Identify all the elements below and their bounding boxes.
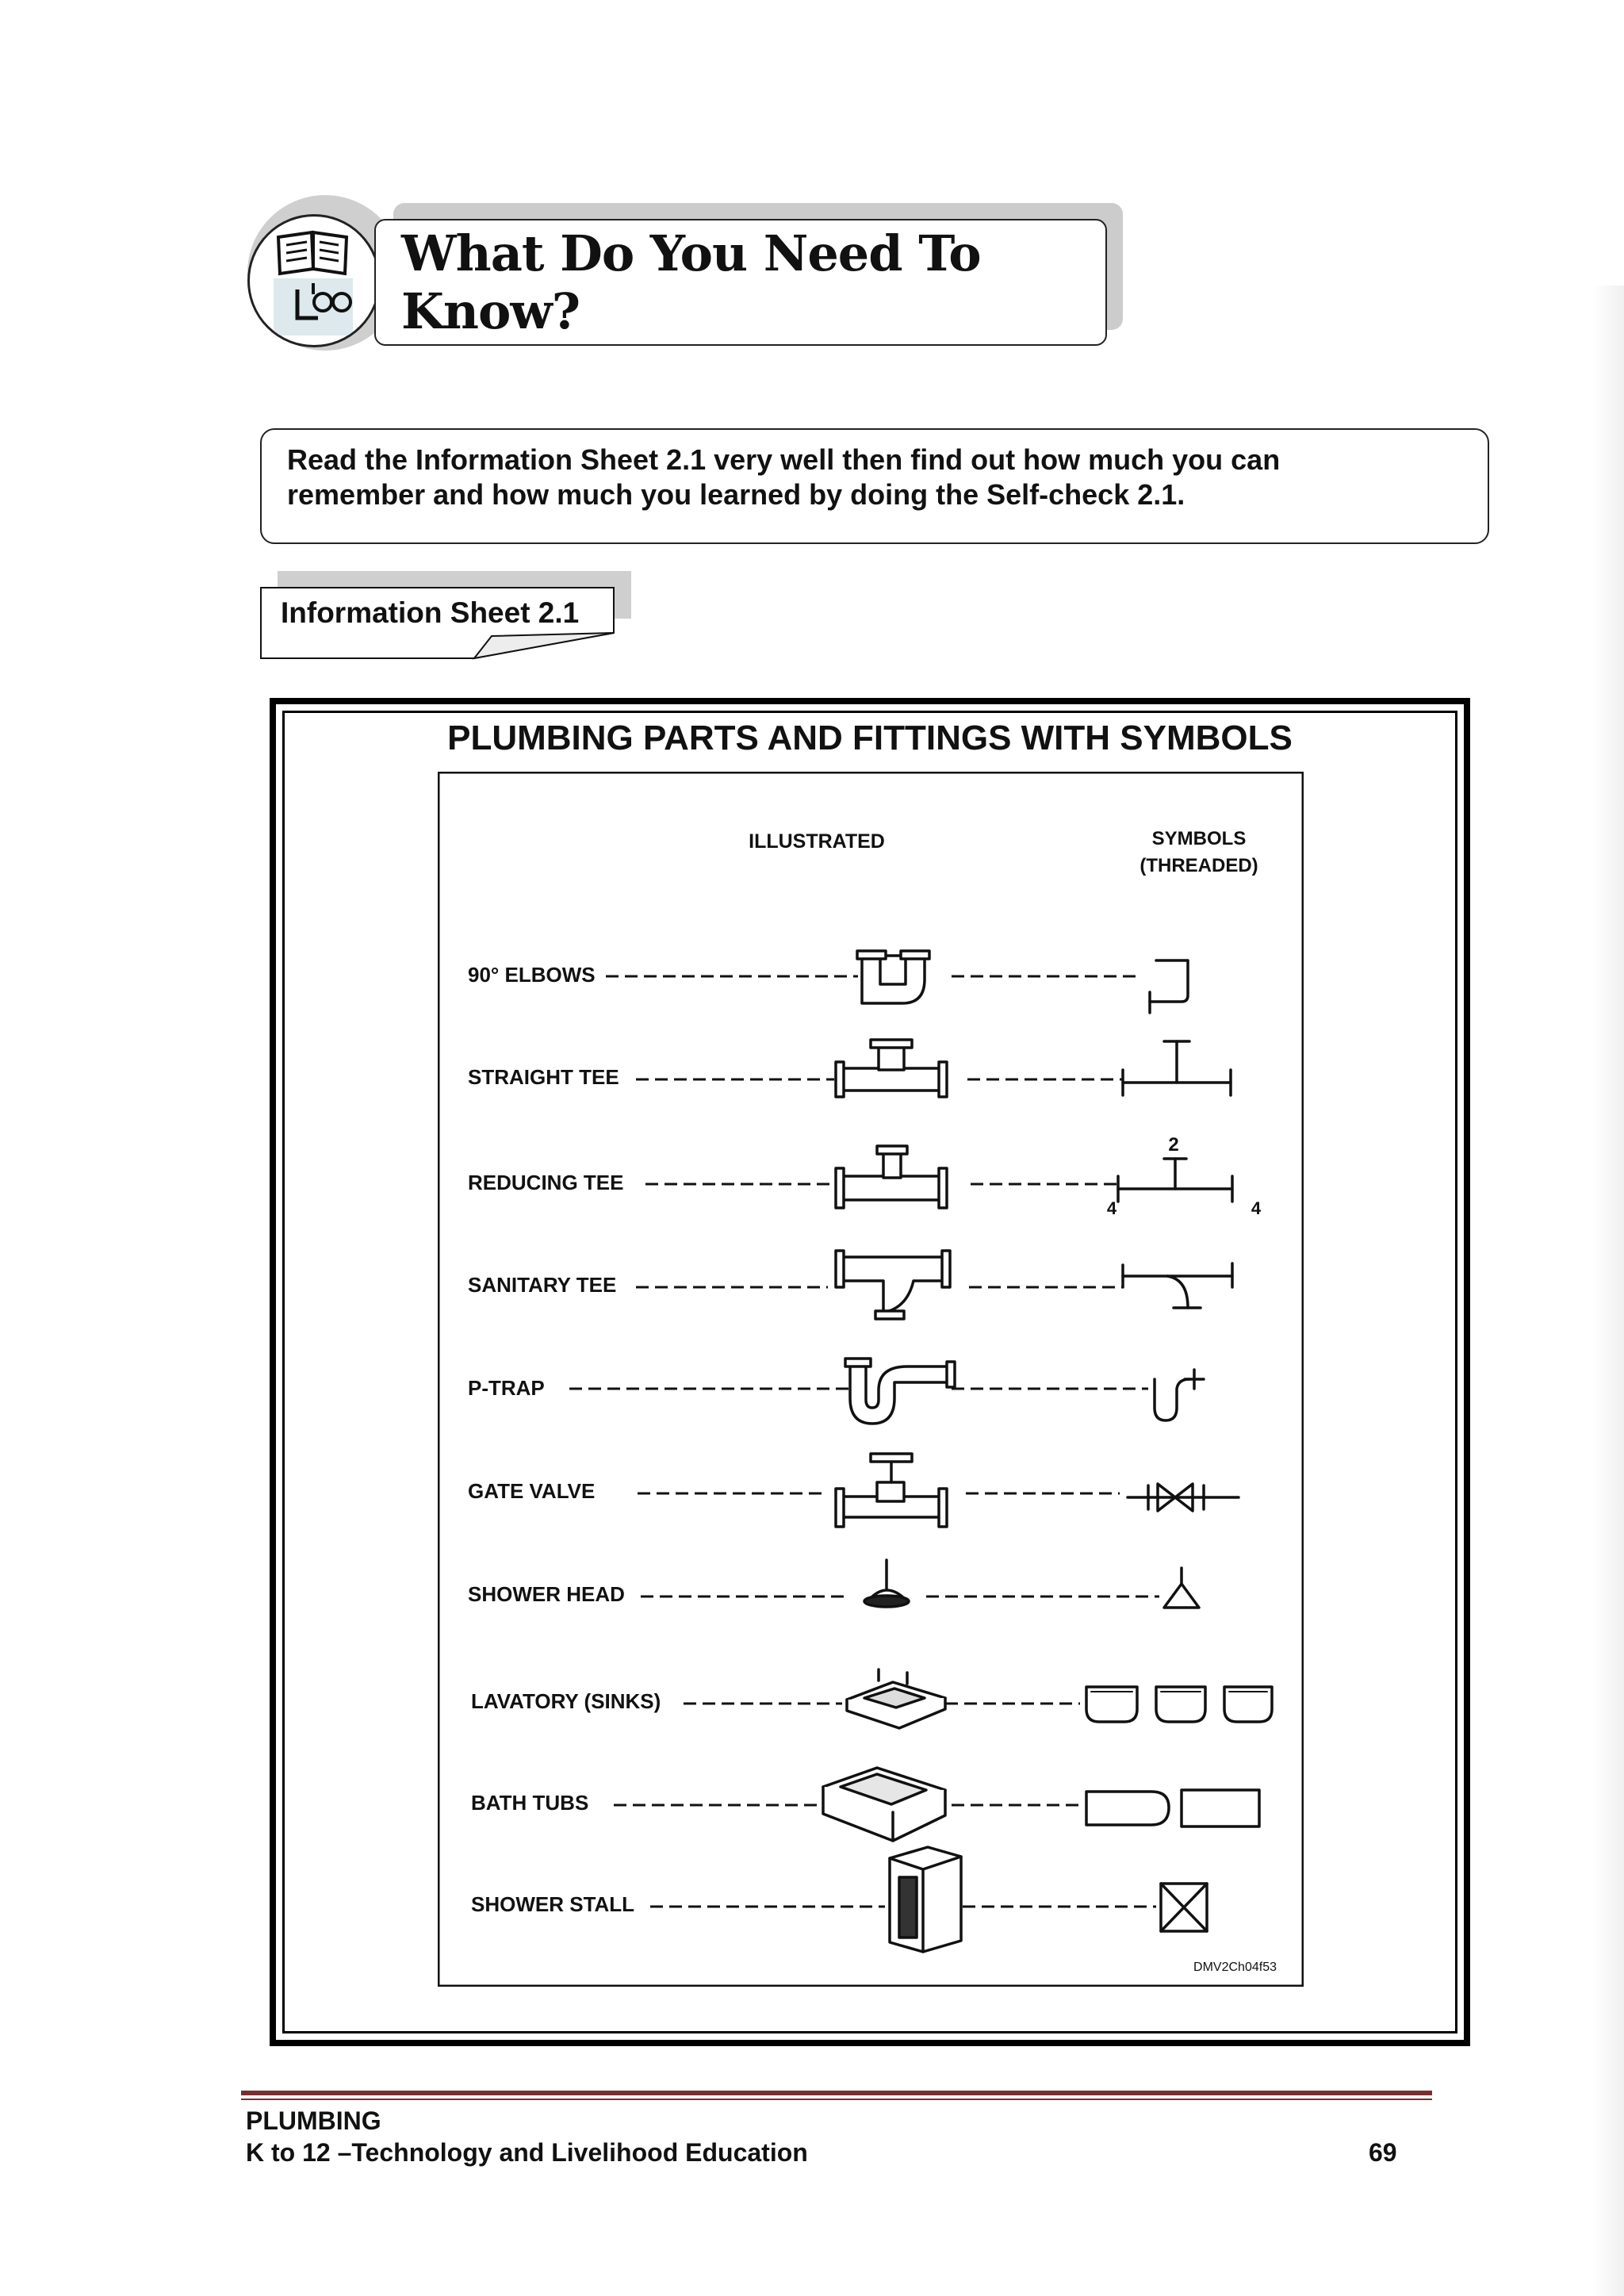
label-elbows: 90° ELBOWS: [468, 963, 596, 987]
reducing-tee-size-top: 2: [1168, 1134, 1179, 1156]
reducing-tee-size-left: 4: [1106, 1198, 1117, 1218]
label-straight-tee: STRAIGHT TEE: [468, 1065, 619, 1089]
label-gate-valve: GATE VALVE: [468, 1479, 596, 1503]
footer-rule-thin: [241, 2099, 1432, 2100]
info-sheet-label: Information Sheet 2.1: [281, 596, 580, 629]
label-p-trap: P-TRAP: [468, 1376, 545, 1400]
reading-icon: [247, 214, 381, 347]
figure-title: PLUMBING PARTS AND FITTINGS WITH SYMBOLS: [447, 719, 1293, 757]
label-sanitary-tee: SANITARY TEE: [468, 1273, 617, 1297]
col-illustrated: ILLUSTRATED: [749, 830, 885, 853]
page-number: 69: [1369, 2138, 1397, 2167]
section-title-box: [374, 219, 1107, 346]
instruction-box: [260, 428, 1489, 544]
label-shower-stall: SHOWER STALL: [471, 1892, 635, 1916]
elbow-illustration: [857, 951, 929, 1003]
label-shower-head: SHOWER HEAD: [468, 1582, 625, 1606]
figure-code: DMV2Ch04f53: [1193, 1961, 1277, 1974]
col-symbols-sub: (THREADED): [1139, 855, 1258, 876]
shower-stall-illustration: [890, 1847, 961, 1952]
footer-rule: [241, 2091, 1432, 2095]
page-edge-shade: [1592, 286, 1624, 2296]
page-title: What Do You Need To Know?: [401, 224, 981, 340]
footer-course: K to 12 –Technology and Livelihood Education: [246, 2138, 808, 2167]
reducing-tee-size-right: 4: [1251, 1198, 1262, 1218]
footer-subject: PLUMBING: [246, 2106, 381, 2135]
label-reducing-tee: REDUCING TEE: [468, 1171, 624, 1194]
instruction-text: Read the Information Sheet 2.1 very well then find out how much you can remember and how much you learned by doing the Self-check 2.1.: [287, 443, 1281, 511]
fittings-chart: [438, 772, 1304, 1987]
col-symbols: SYMBOLS: [1151, 828, 1247, 849]
label-bath-tubs: BATH TUBS: [471, 1791, 589, 1815]
label-lavatory: LAVATORY (SINKS): [471, 1689, 661, 1713]
